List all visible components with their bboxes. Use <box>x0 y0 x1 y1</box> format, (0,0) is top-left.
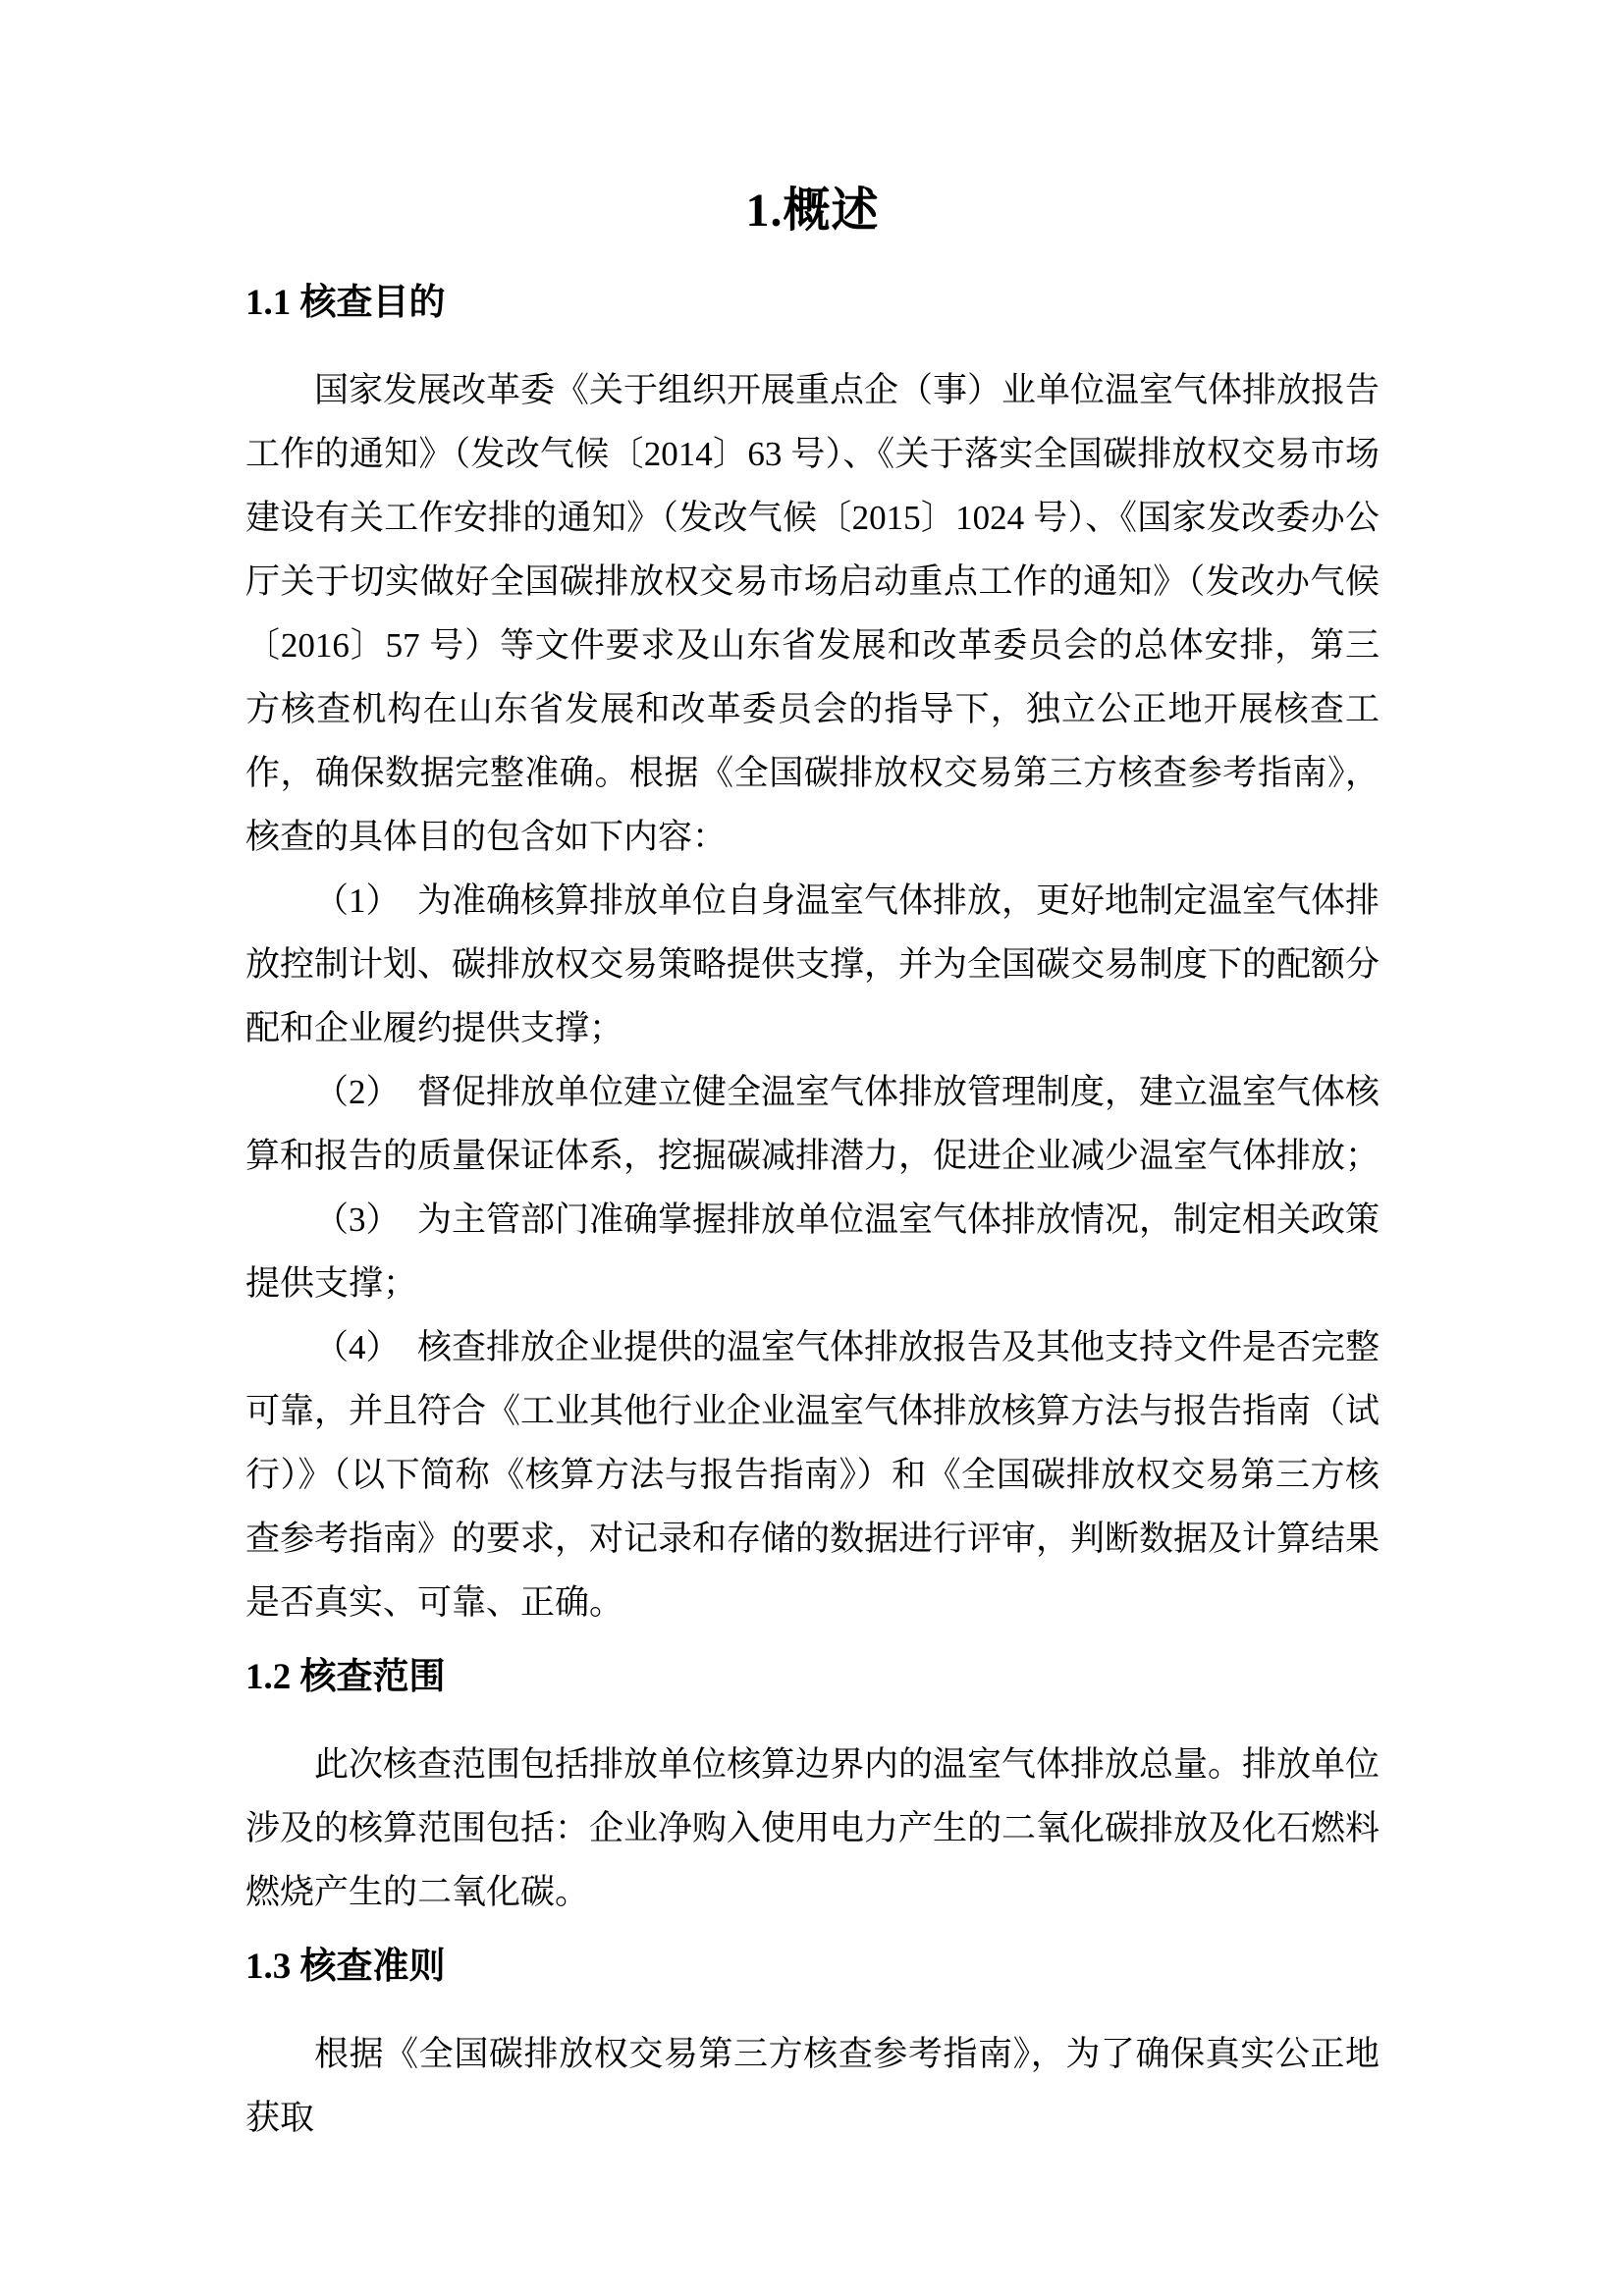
paragraph-intro: 国家发展改革委《关于组织开展重点企（事）业单位温室气体排放报告工作的通知》（发改气候〔2014〕63 号）、《关于落实全国碳排放权交易市场建设有关工作安排的通知》（发改气候〔2015〕1024 号）、《国家发改委办公厅关于切实做好全国碳排放权交易市场启动重点工作的通知》（发改办气候〔2016〕57 号）等文件要求及山东省发展和改革委员会的总体安排，第三方核查机构在山东省发展和改革委员会的指导下，独立公正地开展核查工作，确保数据完整准确。根据《全国碳排放权交易第三方核查参考指南》，核查的具体目的包含如下内容： <box>245 371 1380 856</box>
paragraph-item-1: （1） 为准确核算排放单位自身温室气体排放，更好地制定温室气体排放控制计划、碳排放权交易策略提供支撑，并为全国碳交易制度下的配额分配和企业履约提供支撑； <box>245 881 1380 1047</box>
page-title: 1.概述 <box>745 185 880 237</box>
section-verification-purpose <box>245 278 1380 1634</box>
paragraph-item-4: （4） 核查排放企业提供的温室气体排放报告及其他支持文件是否完整可靠，并且符合《工业其他行业企业温室气体排放核算方法与报告指南（试行）》（以下简称《核算方法与报告指南》）和《全国碳排放权交易第三方核查参考指南》的要求，对记录和存储的数据进行评审，判断数据及计算结果是否真实、可靠、正确。 <box>245 1328 1380 1622</box>
section-verification-criteria <box>245 1942 1380 2150</box>
section-heading-verification-purpose: 1.1 核查目的 <box>245 283 446 323</box>
section-verification-scope <box>245 1652 1380 1924</box>
paragraph-criteria: 根据《全国碳排放权交易第三方核查参考指南》，为了确保真实公正地获取 <box>245 2035 1380 2137</box>
section-heading-verification-criteria: 1.3 核查准则 <box>245 1947 446 1987</box>
paragraph-item-3: （3） 为主管部门准确掌握排放单位温室气体排放情况，制定相关政策提供支撑； <box>245 1201 1380 1303</box>
section-heading-verification-scope: 1.2 核查范围 <box>245 1657 446 1697</box>
paragraph-scope: 此次核查范围包括排放单位核算边界内的温室气体排放总量。排放单位涉及的核算范围包括：企业净购入使用电力产生的二氧化碳排放及化石燃料燃烧产生的二氧化碳。 <box>245 1745 1380 1911</box>
paragraph-item-2: （2） 督促排放单位建立健全温室气体排放管理制度，建立温室气体核算和报告的质量保证体系，挖掘碳减排潜力，促进企业减少温室气体排放； <box>245 1073 1380 1175</box>
